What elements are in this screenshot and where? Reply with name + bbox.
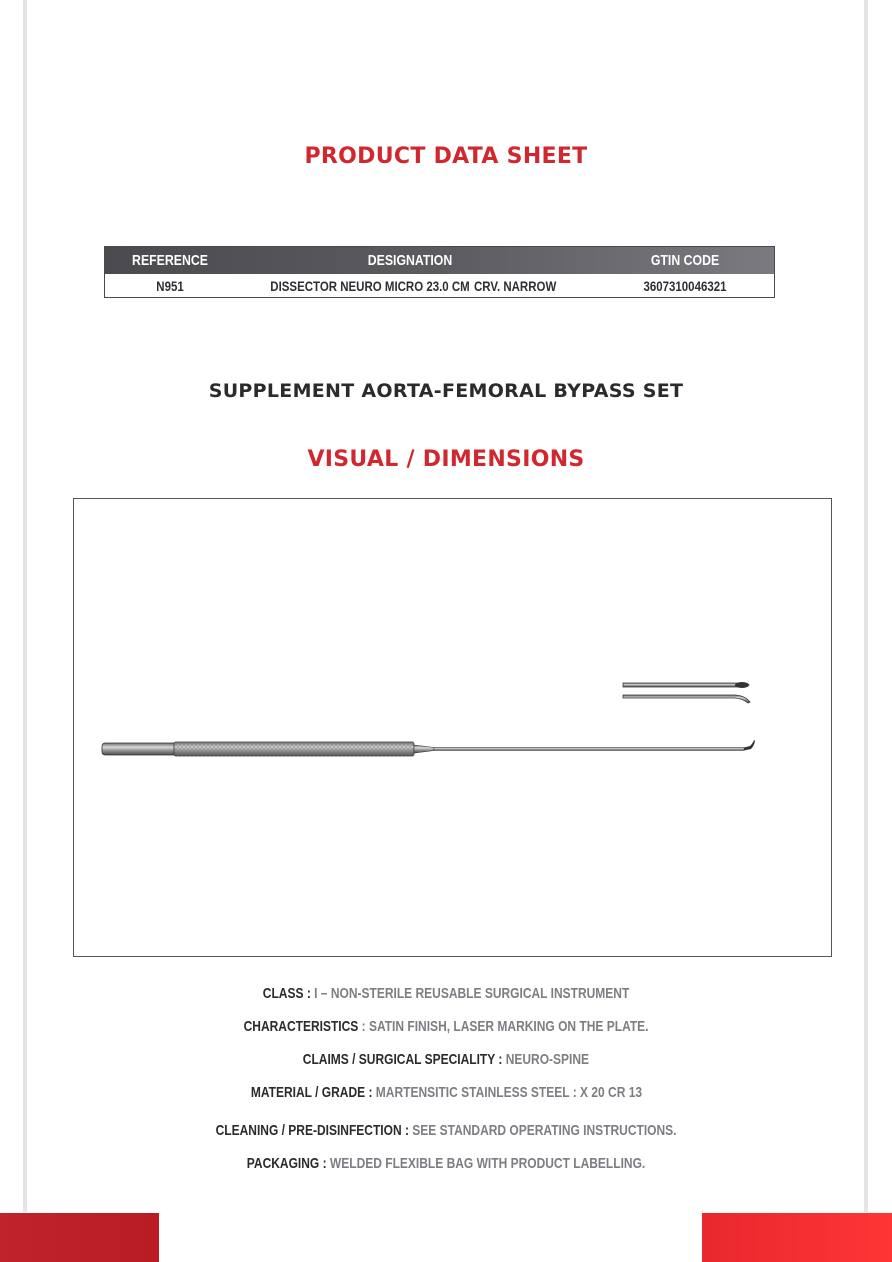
spec-label: CLAIMS / SURGICAL SPECIALITY : (302, 1051, 503, 1068)
spec-label: MATERIAL / GRADE : (250, 1084, 372, 1101)
designation-variant-value: CRV. NARROW (474, 278, 557, 294)
gtin-value: 3607310046321 (643, 278, 727, 294)
spec-value: WELDED FLEXIBLE BAG WITH PRODUCT LABELLING. (326, 1155, 646, 1172)
column-header-gtin: GTIN CODE (650, 252, 720, 269)
spec-label: CLASS : (262, 985, 311, 1002)
spec-value: I – NON-STERILE REUSABLE SURGICAL INSTRUMENT (310, 985, 630, 1002)
reference-table-header (105, 247, 774, 274)
tip-detail-side-view (623, 695, 750, 703)
page-title: PRODUCT DATA SHEET (304, 144, 588, 169)
spec-material (0, 1084, 892, 1101)
reference-value: N951 (156, 278, 184, 294)
dissector-instrument (102, 740, 755, 756)
spec-value: NEURO-SPINE (502, 1051, 590, 1068)
spec-label: CLEANING / PRE-DISINFECTION : (215, 1122, 409, 1139)
footer-accent-right (702, 1213, 892, 1262)
set-title: SUPPLEMENT AORTA-FEMORAL BYPASS SET (208, 380, 684, 402)
spec-value: : SATIN FINISH, LASER MARKING ON THE PLATE. (358, 1018, 649, 1035)
dissector-illustration (74, 499, 831, 956)
product-visual-frame (73, 498, 832, 957)
spec-claims (0, 1051, 892, 1068)
spec-cleaning (0, 1122, 892, 1139)
reference-table (104, 246, 775, 298)
visual-section-title: VISUAL / DIMENSIONS (307, 447, 585, 472)
spec-value: MARTENSITIC STAINLESS STEEL : X 20 CR 13 (371, 1084, 642, 1101)
table-row (105, 274, 774, 298)
spec-characteristics (0, 1018, 892, 1035)
designation-value: DISSECTOR NEURO MICRO 23.0 CM (270, 278, 470, 294)
spec-label: CHARACTERISTICS (243, 1018, 359, 1035)
spec-label: PACKAGING : (246, 1155, 327, 1172)
footer-accent-left (0, 1213, 159, 1262)
tip-detail-top-view (623, 682, 749, 688)
spec-packaging (0, 1155, 892, 1172)
spec-value: SEE STANDARD OPERATING INSTRUCTIONS. (408, 1122, 677, 1139)
column-header-designation: DESIGNATION (367, 252, 453, 269)
spec-class (0, 985, 892, 1002)
column-header-reference: REFERENCE (132, 252, 208, 269)
